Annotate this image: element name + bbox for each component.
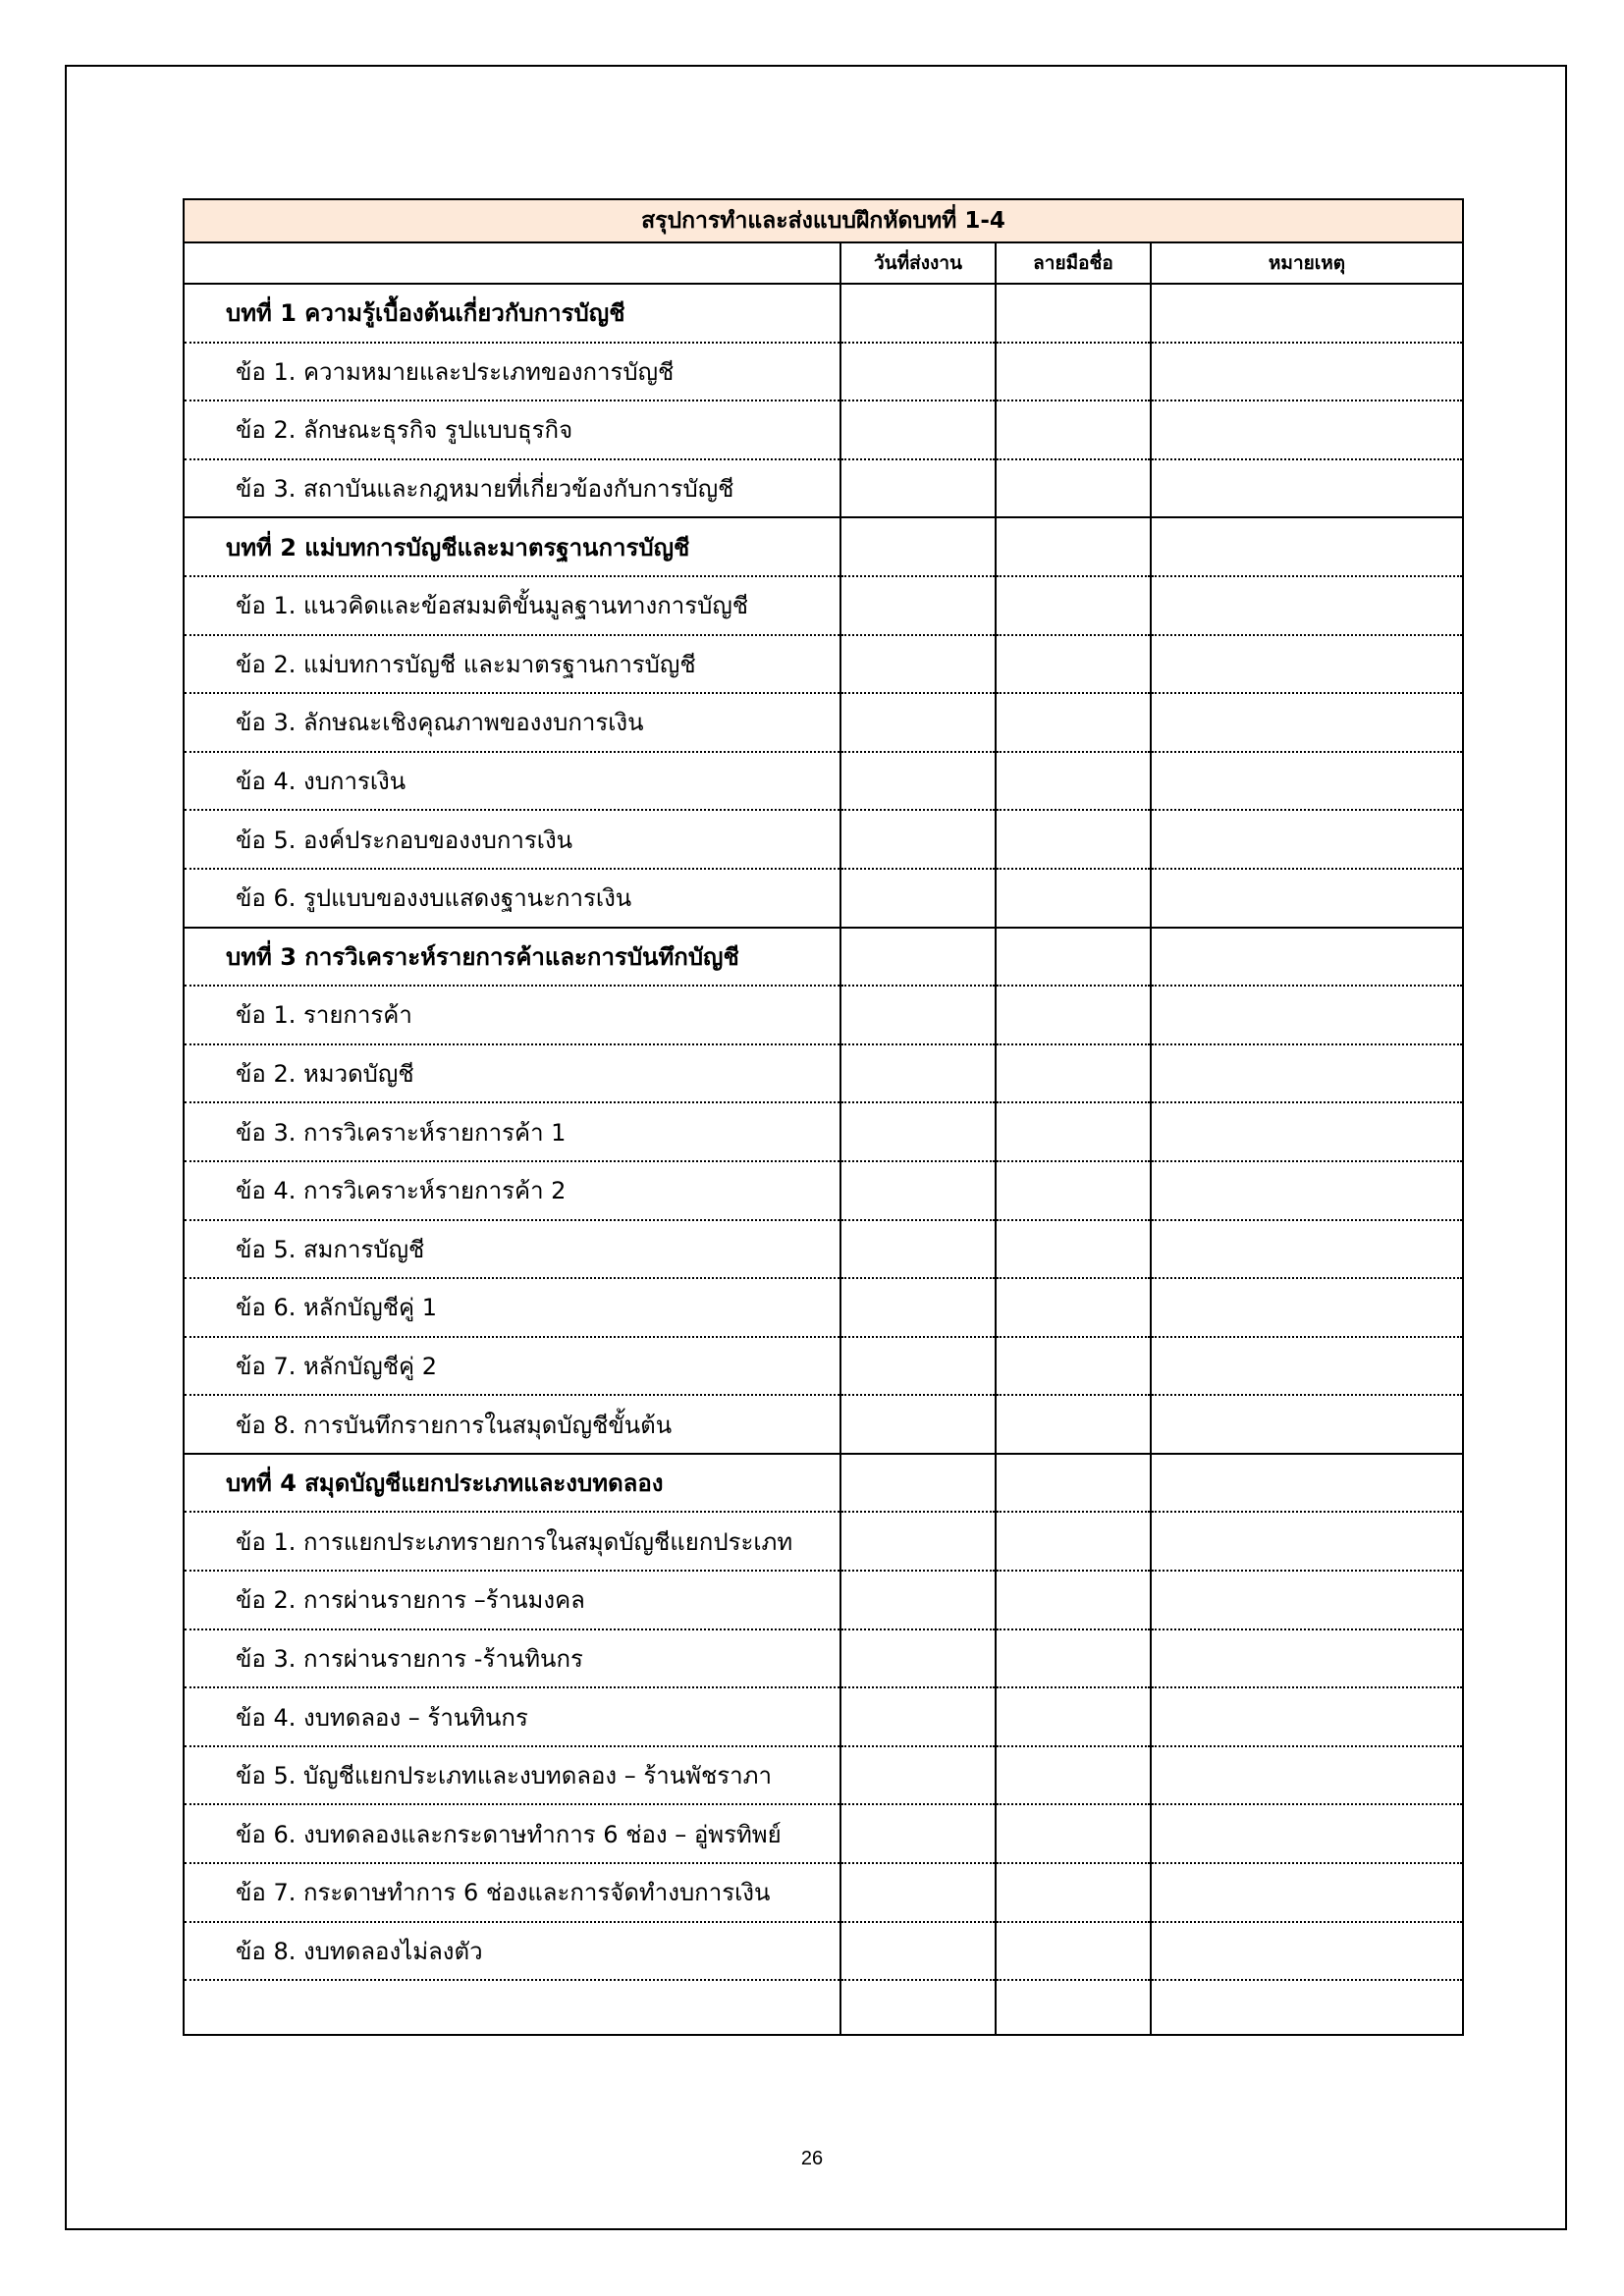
note-cell (1151, 1922, 1463, 1981)
signature-cell (996, 1454, 1151, 1513)
exercise-label: ข้อ 7. หลักบัญชีคู่ 2 (184, 1337, 840, 1396)
note-cell (1151, 635, 1463, 694)
submission-date-cell (840, 869, 996, 928)
note-cell (1151, 1512, 1463, 1571)
submission-date-cell (840, 1746, 996, 1805)
table-row (184, 1512, 1463, 1571)
note-cell (1151, 1102, 1463, 1161)
note-cell (1151, 459, 1463, 518)
exercise-label: ข้อ 3. การวิเคราะห์รายการค้า 1 (184, 1102, 840, 1161)
signature-cell (996, 1687, 1151, 1746)
exercise-label: ข้อ 8. งบทดลองไม่ลงตัว (184, 1922, 840, 1981)
signature-cell (996, 459, 1151, 518)
table-row (184, 1220, 1463, 1279)
table-row (184, 576, 1463, 635)
table-header-row (184, 242, 1463, 284)
note-cell (1151, 1863, 1463, 1922)
exercise-label: ข้อ 3. ลักษณะเชิงคุณภาพของงบการเงิน (184, 693, 840, 752)
signature-cell (996, 1102, 1151, 1161)
exercise-label: ข้อ 2. แม่บทการบัญชี และมาตรฐานการบัญชี (184, 635, 840, 694)
note-cell (1151, 1044, 1463, 1103)
submission-date-cell (840, 1395, 996, 1454)
header-submission-date: วันที่ส่งงาน (840, 242, 996, 284)
exercise-label: ข้อ 3. การผ่านรายการ -ร้านทินกร (184, 1629, 840, 1688)
table-row (184, 343, 1463, 401)
signature-cell (996, 1863, 1151, 1922)
note-cell (1151, 1454, 1463, 1513)
note-cell (1151, 986, 1463, 1044)
note-cell (1151, 1629, 1463, 1688)
exercise-label: ข้อ 1. แนวคิดและข้อสมมติขั้นมูลฐานทางการบัญชี (184, 576, 840, 635)
note-cell (1151, 1980, 1463, 2035)
note-cell (1151, 1571, 1463, 1629)
table-title: สรุปการทำและส่งแบบฝึกหัดบทที่ 1-4 (184, 199, 1463, 242)
table-row (184, 869, 1463, 928)
submission-date-cell (840, 517, 996, 576)
exercise-label: ข้อ 7. กระดาษทำการ 6 ช่องและการจัดทำงบการเงิน (184, 1863, 840, 1922)
submission-date-cell (840, 1337, 996, 1396)
chapter-title: บทที่ 2 แม่บทการบัญชีและมาตรฐานการบัญชี (184, 517, 840, 576)
exercise-label: ข้อ 5. สมการบัญชี (184, 1220, 840, 1279)
table-row (184, 1161, 1463, 1220)
table-row (184, 1102, 1463, 1161)
chapter-row (184, 1454, 1463, 1513)
submission-date-cell (840, 1278, 996, 1337)
exercise-label (184, 1980, 840, 2035)
exercise-label: ข้อ 5. องค์ประกอบของงบการเงิน (184, 810, 840, 869)
note-cell (1151, 928, 1463, 987)
signature-cell (996, 1980, 1151, 2035)
submission-date-cell (840, 1804, 996, 1863)
note-cell (1151, 1337, 1463, 1396)
submission-date-cell (840, 986, 996, 1044)
submission-date-cell (840, 1687, 996, 1746)
note-cell (1151, 693, 1463, 752)
note-cell (1151, 517, 1463, 576)
table-row (184, 1863, 1463, 1922)
submission-date-cell (840, 635, 996, 694)
signature-cell (996, 986, 1151, 1044)
submission-date-cell (840, 1571, 996, 1629)
table-row (184, 635, 1463, 694)
submission-date-cell (840, 343, 996, 401)
exercise-label: ข้อ 1. รายการค้า (184, 986, 840, 1044)
submission-date-cell (840, 1629, 996, 1688)
submission-date-cell (840, 1980, 996, 2035)
table-row (184, 752, 1463, 811)
signature-cell (996, 1278, 1151, 1337)
exercise-label: ข้อ 6. งบทดลองและกระดาษทำการ 6 ช่อง – อู่พรทิพย์ (184, 1804, 840, 1863)
header-signature: ลายมือชื่อ (996, 242, 1151, 284)
submission-date-cell (840, 752, 996, 811)
signature-cell (996, 1922, 1151, 1981)
note-cell (1151, 343, 1463, 401)
note-cell (1151, 810, 1463, 869)
exercise-label: ข้อ 1. การแยกประเภทรายการในสมุดบัญชีแยกประเภท (184, 1512, 840, 1571)
submission-date-cell (840, 1220, 996, 1279)
table-row (184, 986, 1463, 1044)
submission-date-cell (840, 693, 996, 752)
chapter-title: บทที่ 1 ความรู้เบื้องต้นเกี่ยวกับการบัญชี (184, 284, 840, 343)
table-row (184, 1278, 1463, 1337)
note-cell (1151, 1687, 1463, 1746)
table-row (184, 459, 1463, 518)
signature-cell (996, 1395, 1151, 1454)
exercise-label: ข้อ 1. ความหมายและประเภทของการบัญชี (184, 343, 840, 401)
signature-cell (996, 1044, 1151, 1103)
signature-cell (996, 1220, 1151, 1279)
table-row (184, 400, 1463, 459)
note-cell (1151, 1746, 1463, 1805)
signature-cell (996, 343, 1151, 401)
table-row (184, 1980, 1463, 2035)
signature-cell (996, 400, 1151, 459)
note-cell (1151, 400, 1463, 459)
exercise-label: ข้อ 2. หมวดบัญชี (184, 1044, 840, 1103)
chapter-title: บทที่ 4 สมุดบัญชีแยกประเภทและงบทดลอง (184, 1454, 840, 1513)
note-cell (1151, 1220, 1463, 1279)
note-cell (1151, 752, 1463, 811)
chapter-row (184, 284, 1463, 343)
signature-cell (996, 576, 1151, 635)
submission-date-cell (840, 1044, 996, 1103)
signature-cell (996, 1804, 1151, 1863)
submission-date-cell (840, 576, 996, 635)
signature-cell (996, 1337, 1151, 1396)
signature-cell (996, 1629, 1151, 1688)
submission-date-cell (840, 1102, 996, 1161)
submission-date-cell (840, 1512, 996, 1571)
signature-cell (996, 635, 1151, 694)
header-note: หมายเหตุ (1151, 242, 1463, 284)
note-cell (1151, 1278, 1463, 1337)
submission-date-cell (840, 928, 996, 987)
table-row (184, 1044, 1463, 1103)
exercise-label: ข้อ 4. งบทดลอง – ร้านทินกร (184, 1687, 840, 1746)
exercise-summary-table (183, 198, 1464, 2036)
exercise-label: ข้อ 2. การผ่านรายการ –ร้านมงคล (184, 1571, 840, 1629)
signature-cell (996, 1746, 1151, 1805)
signature-cell (996, 693, 1151, 752)
table-row (184, 1629, 1463, 1688)
exercise-label: ข้อ 8. การบันทึกรายการในสมุดบัญชีขั้นต้น (184, 1395, 840, 1454)
exercise-label: ข้อ 4. การวิเคราะห์รายการค้า 2 (184, 1161, 840, 1220)
exercise-label: ข้อ 5. บัญชีแยกประเภทและงบทดลอง – ร้านพัชราภา (184, 1746, 840, 1805)
table-row (184, 1337, 1463, 1396)
signature-cell (996, 869, 1151, 928)
chapter-row (184, 928, 1463, 987)
table-row (184, 1571, 1463, 1629)
submission-date-cell (840, 284, 996, 343)
exercise-label: ข้อ 4. งบการเงิน (184, 752, 840, 811)
signature-cell (996, 810, 1151, 869)
signature-cell (996, 1161, 1151, 1220)
submission-date-cell (840, 400, 996, 459)
exercise-label: ข้อ 2. ลักษณะธุรกิจ รูปแบบธุรกิจ (184, 400, 840, 459)
signature-cell (996, 517, 1151, 576)
note-cell (1151, 576, 1463, 635)
table-row (184, 810, 1463, 869)
signature-cell (996, 752, 1151, 811)
exercise-label: ข้อ 3. สถาบันและกฎหมายที่เกี่ยวข้องกับการบัญชี (184, 459, 840, 518)
chapter-row (184, 517, 1463, 576)
page-number: 26 (800, 2148, 824, 2169)
submission-date-cell (840, 1863, 996, 1922)
table-row (184, 693, 1463, 752)
table-title-row (184, 199, 1463, 242)
note-cell (1151, 1804, 1463, 1863)
table-row (184, 1687, 1463, 1746)
signature-cell (996, 284, 1151, 343)
note-cell (1151, 869, 1463, 928)
submission-date-cell (840, 1922, 996, 1981)
submission-date-cell (840, 459, 996, 518)
signature-cell (996, 1571, 1151, 1629)
table-row (184, 1804, 1463, 1863)
table-row (184, 1395, 1463, 1454)
submission-date-cell (840, 810, 996, 869)
table-row (184, 1922, 1463, 1981)
note-cell (1151, 284, 1463, 343)
header-item (184, 242, 840, 284)
table-row (184, 1746, 1463, 1805)
chapter-title: บทที่ 3 การวิเคราะห์รายการค้าและการบันทึกบัญชี (184, 928, 840, 987)
note-cell (1151, 1395, 1463, 1454)
note-cell (1151, 1161, 1463, 1220)
exercise-label: ข้อ 6. หลักบัญชีคู่ 1 (184, 1278, 840, 1337)
signature-cell (996, 928, 1151, 987)
submission-date-cell (840, 1161, 996, 1220)
exercise-label: ข้อ 6. รูปแบบของงบแสดงฐานะการเงิน (184, 869, 840, 928)
submission-date-cell (840, 1454, 996, 1513)
signature-cell (996, 1512, 1151, 1571)
